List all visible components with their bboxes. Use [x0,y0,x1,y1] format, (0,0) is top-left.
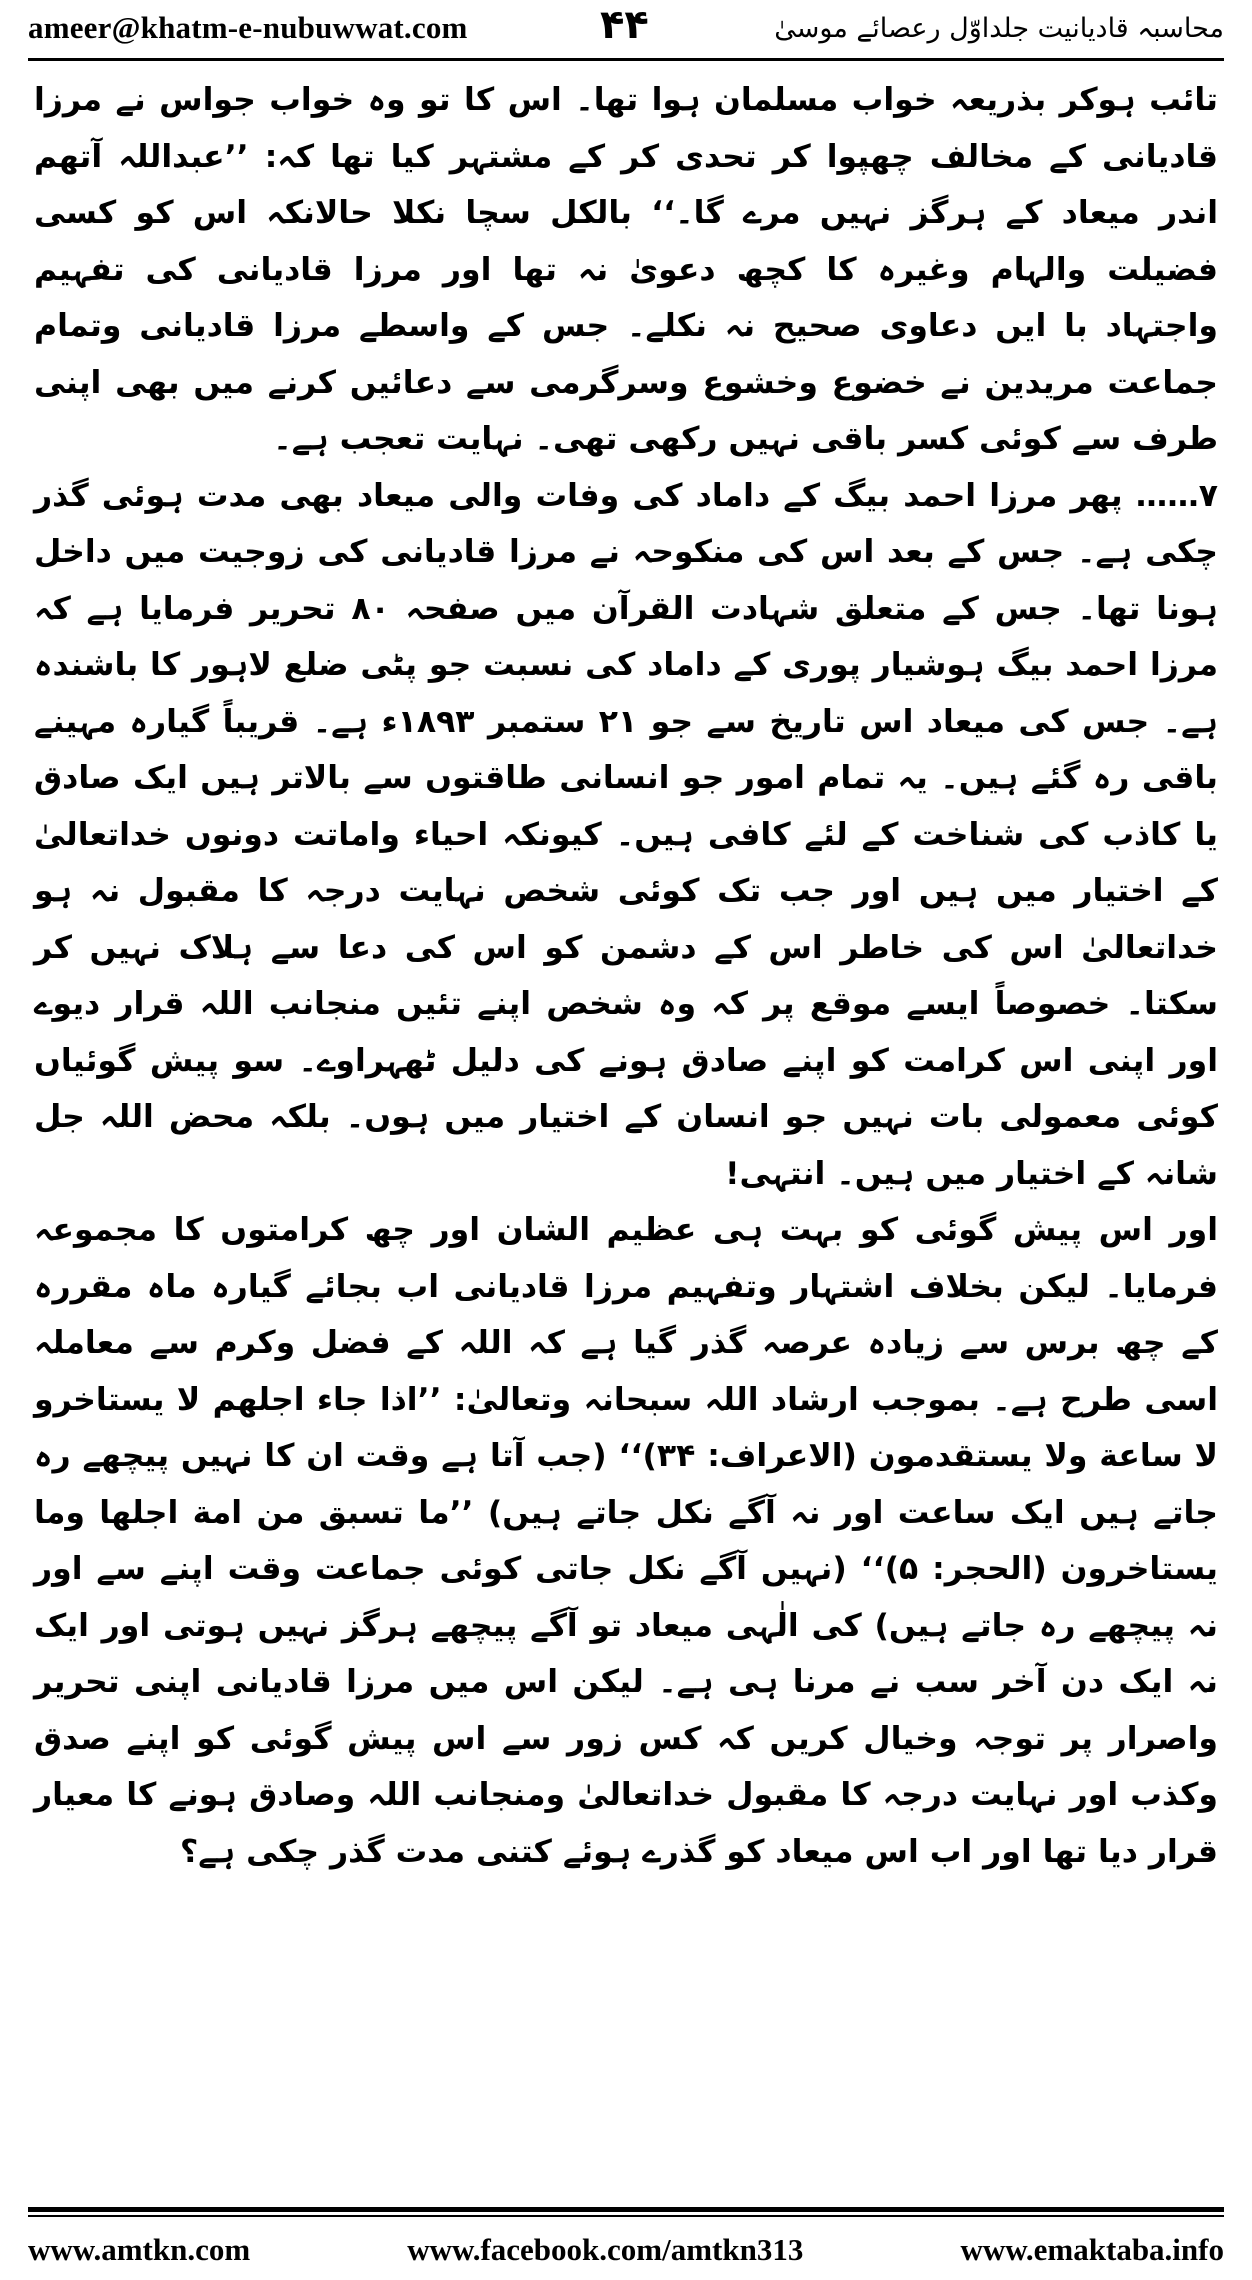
paragraph-3: اور اس پیش گوئی کو بہت ہی عظیم الشان اور چھ کرامتوں کا مجموعہ فرمایا۔ لیکن بخلاف اشتہار وتفہیم مرزا قادیانی اب بجائے گیارہ ماہ مقررہ کے چھ برس سے زیادہ عرصہ گذر گیا ہے کہ اللہ کے فضل وکرم سے معاملہ اسی طرح ہے۔ بموجب ارشاد اللہ سبحانہ وتعالیٰ: ’’اذا جاء اجلهم لا يستاخرو لا ساعة ولا يستقدمون (الاعراف: ۳۴)‘‘ (جب آتا ہے وقت ان کا نہیں پیچھے رہ جاتے ہیں ایک ساعت اور نہ آگے نکل جاتے ہیں) ’’ما تسبق من امة اجلها وما يستاخرون (الحجر: ۵)‘‘ (نہیں آگے نکل جاتی کوئی جماعت وقت اپنے سے اور نہ پیچھے رہ جاتے ہیں) کی الٰہی میعاد تو آگے پیچھے ہرگز نہیں ہوتی اور ایک نہ ایک دن آخر سب نے مرنا ہی ہے۔ لیکن اس میں مرزا قادیانی اپنی تحریر واصرار پر توجہ وخیال کریں کہ کس زور سے اس پیش گوئی کو اپنے صدق وکذب اور نہایت درجہ کا مقبول خداتعالیٰ ومنجانب اللہ وصادق ہونے کا معیار قرار دیا تھا اور اب اس میعاد کو گذرے ہوئے کتنی مدت گذر چکی ہے؟ [34,1212,1218,1870]
footer-site-emaktaba: www.emaktaba.info [960,2232,1224,2267]
page-number: ۴۴ [600,2,649,48]
footer-rule-thin [28,2215,1224,2217]
paragraph-1: تائب ہوکر بذریعہ خواب مسلمان ہوا تھا۔ اس کا تو وہ خواب جواس نے مرزا قادیانی کے مخالف چھپوا کر تحدی کر کے مشتہر کیا تھا کہ: ’’عبداللہ آتھم اندر میعاد کے ہرگز نہیں مرے گا۔‘‘ بالکل سچا نکلا حالانکہ اس کو کسی فضیلت والہام وغیرہ کا کچھ دعویٰ نہ تھا اور مرزا قادیانی کی تفہیم واجتہاد با ایں دعاوی صحیح نہ نکلے۔ جس کے واسطے مرزا قادیانی وتمام جماعت مریدین نے خضوع وخشوع وسرگرمی سے دعائیں کرنے میں بھی اپنی طرف سے کوئی کسر باقی نہیں رکھی تھی۔ نہایت تعجب ہے۔ [34,82,1218,457]
footer-site-facebook: www.facebook.com/amtkn313 [407,2232,804,2267]
header-email: ameer@khatm-e-nubuwwat.com [28,10,468,45]
footer-rule-thick [28,2207,1224,2212]
header-rule [28,58,1224,61]
header-book-title: محاسبہ قادیانیت جلداوّل رعصائے موسیٰ [774,12,1224,44]
footer-site-amtkn: www.amtkn.com [28,2232,251,2267]
page-body [34,72,1218,2170]
page-footer [28,2228,1224,2272]
paragraph-2: ۷…… پھر مرزا احمد بیگ کے داماد کی وفات والی میعاد بھی مدت ہوئی گذر چکی ہے۔ جس کے بعد اس کی منکوحہ نے مرزا قادیانی کی زوجیت میں داخل ہونا تھا۔ جس کے متعلق شہادت القرآن میں صفحہ ۸۰ تحریر فرمایا ہے کہ مرزا احمد بیگ ہوشیار پوری کے داماد کی نسبت جو پٹی ضلع لاہور کا باشندہ ہے۔ جس کی میعاد اس تاریخ سے جو ۲۱ ستمبر ۱۸۹۳ء ہے۔ قریباً گیارہ مہینے باقی رہ گئے ہیں۔ یہ تمام امور جو انسانی طاقتوں سے بالاتر ہیں ایک صادق یا کاذب کی شناخت کے لئے کافی ہیں۔ کیونکہ احیاء واماتت دونوں خداتعالیٰ کے اختیار میں ہیں اور جب تک کوئی شخص نہایت درجہ کا مقبول نہ ہو خداتعالیٰ اس کی خاطر اس کے دشمن کو اس کی دعا سے ہلاک نہیں کر سکتا۔ خصوصاً ایسے موقع پر کہ وہ شخص اپنے تئیں منجانب اللہ قرار دیوے اور اپنی اس کرامت کو اپنے صادق ہونے کی دلیل ٹھہراوے۔ سو پیش گوئیاں کوئی معمولی بات نہیں جو انسان کے اختیار میں ہوں۔ بلکہ محض اللہ جل شانہ کے اختیار میں ہیں۔ انتہی! [34,477,1218,1192]
